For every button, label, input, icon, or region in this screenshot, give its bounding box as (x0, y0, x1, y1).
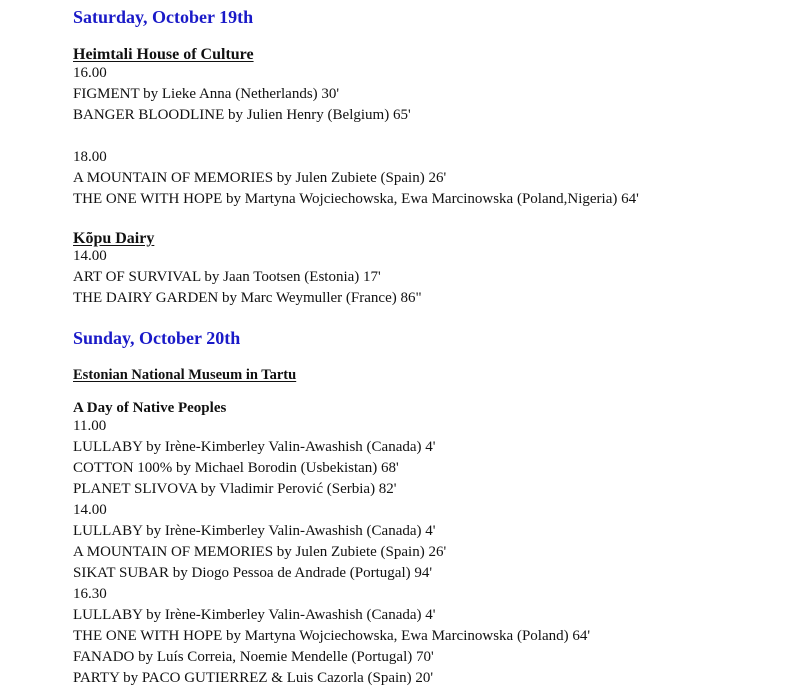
screening-time: 16.30 (73, 586, 107, 602)
film-entry: A MOUNTAIN OF MEMORIES by Julen Zubiete (Spain) 26' (73, 170, 447, 186)
day-heading-sunday: Sunday, October 20th (73, 328, 241, 348)
venue-heading-estonian-national-museum: Estonian National Museum in Tartu (73, 367, 297, 383)
film-entry: ART OF SURVIVAL by Jaan Tootsen (Estonia) 17' (73, 269, 381, 285)
section-heading: A Day of Native Peoples (73, 400, 227, 416)
film-entry: THE ONE WITH HOPE by Martyna Wojciechowska, Ewa Marcinowska (Poland) 64' (73, 628, 591, 644)
film-entry: LULLABY by Irène-Kimberley Valin-Awashish (Canada) 4' (73, 607, 436, 623)
day-heading-saturday: Saturday, October 19th (73, 7, 254, 27)
screening-time: 14.00 (73, 502, 107, 518)
venue-heading-kopu-dairy: Kõpu Dairy (73, 230, 155, 247)
film-entry: SIKAT SUBAR by Diogo Pessoa de Andrade (Portugal) 94' (73, 565, 433, 581)
film-entry: PARTY by PACO GUTIERREZ & Luis Cazorla (Spain) 20' (73, 670, 434, 686)
film-entry: THE ONE WITH HOPE by Martyna Wojciechowska, Ewa Marcinowska (Poland,Nigeria) 64' (73, 191, 639, 207)
screening-time: 14.00 (73, 248, 107, 264)
film-entry: FIGMENT by Lieke Anna (Netherlands) 30' (73, 86, 340, 102)
screening-time: 11.00 (73, 418, 107, 434)
film-entry: LULLABY by Irène-Kimberley Valin-Awashish (Canada) 4' (73, 523, 436, 539)
film-entry: COTTON 100% by Michael Borodin (Usbekistan) 68' (73, 460, 399, 476)
film-entry: A MOUNTAIN OF MEMORIES by Julen Zubiete (Spain) 26' (73, 544, 447, 560)
venue-heading-heimtali: Heimtali House of Culture (73, 46, 254, 63)
film-entry: FANADO by Luís Correia, Noemie Mendelle (Portugal) 70' (73, 649, 434, 665)
film-entry: PLANET SLIVOVA by Vladimir Perović (Serbia) 82' (73, 481, 397, 497)
screening-time: 18.00 (73, 149, 107, 165)
film-entry: BANGER BLOODLINE by Julien Henry (Belgium) 65' (73, 107, 411, 123)
film-entry: LULLABY by Irène-Kimberley Valin-Awashish (Canada) 4' (73, 439, 436, 455)
film-entry: THE DAIRY GARDEN by Marc Weymuller (France) 86" (73, 290, 422, 306)
screening-time: 16.00 (73, 65, 107, 81)
